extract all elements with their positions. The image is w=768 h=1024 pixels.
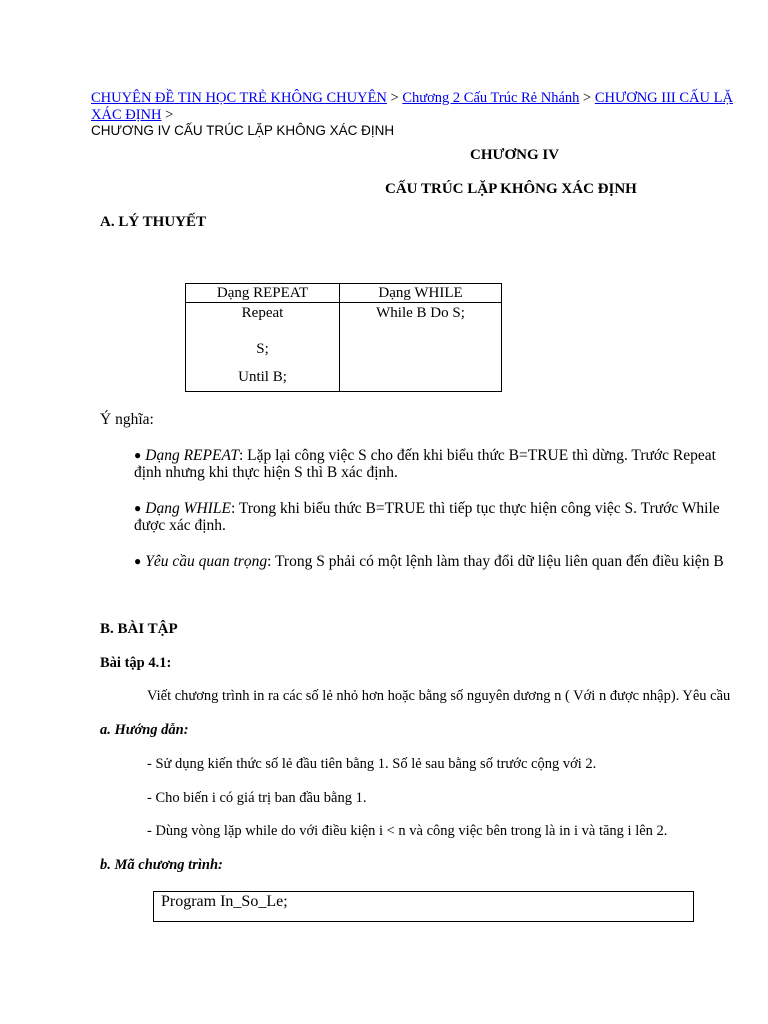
repeat-while-table — [185, 283, 502, 392]
guide-line: - Sử dụng kiến thức số lẻ đầu tiên bằng 1. Số lẻ sau bằng số trước cộng với 2. — [147, 756, 597, 772]
section-a-heading: A. LÝ THUYẾT — [100, 214, 206, 230]
bullet-text: : Lặp lại công việc S cho đến khi biểu thức B=TRUE thì dừng. Trước Repeat — [238, 447, 716, 464]
breadcrumb-link-chuong-2[interactable]: Chương 2 Cấu Trúc Rẻ Nhánh — [402, 90, 580, 106]
bullet-icon: ● — [134, 448, 142, 462]
bullet-text: : Trong S phải có một lệnh làm thay đổi dữ liệu liên quan đến điều kiện B — [267, 553, 724, 570]
meaning-label: Ý nghĩa: — [100, 411, 154, 428]
exercise-text: Viết chương trình in ra các số lẻ nhỏ hơn hoặc bằng số nguyên dương n ( Với n được nhập). Yêu cầu — [147, 688, 731, 704]
breadcrumb-line-2 — [91, 107, 173, 123]
bullet-requirement — [134, 552, 724, 571]
bullet-term: Yêu cầu quan trọng — [145, 553, 268, 570]
exercise-title: Bài tập 4.1: — [100, 655, 172, 671]
while-line: While B Do S; — [376, 305, 465, 321]
bullet-term: Dạng REPEAT — [145, 447, 239, 464]
guide-line: - Dùng vòng lặp while do với điều kiện i < n và công việc bên trong là in i và tăng i lên 2. — [147, 823, 668, 839]
table-cell-repeat — [186, 303, 340, 392]
bullet-while — [134, 499, 720, 518]
breadcrumb-link-chuong-3[interactable]: CHƯƠNG III CẤU LẶ — [594, 90, 733, 106]
breadcrumb-link-chuong-3-cont[interactable]: XÁC ĐỊNH — [91, 107, 162, 123]
breadcrumb-separator: > — [161, 107, 174, 123]
breadcrumb-separator: > — [579, 90, 595, 106]
bullet-icon: ● — [134, 501, 142, 515]
chapter-title: CẤU TRÚC LẶP KHÔNG XÁC ĐỊNH — [385, 181, 637, 197]
bullet-icon: ● — [134, 554, 142, 568]
breadcrumb-separator: > — [386, 90, 403, 106]
repeat-line: Until B; — [238, 369, 287, 385]
guide-title: a. Hướng dẫn: — [100, 722, 189, 738]
breadcrumb — [91, 90, 733, 106]
repeat-line: Repeat — [241, 305, 284, 321]
table-cell-while — [340, 303, 502, 392]
guide-line: - Cho biến i có giá trị ban đầu bằng 1. — [147, 790, 367, 806]
table-header-while: Dạng WHILE — [340, 284, 502, 303]
table-header-repeat: Dạng REPEAT — [186, 284, 340, 303]
bullet-text: : Trong khi biểu thức B=TRUE thì tiếp tục thực hiện công việc S. Trước While — [230, 500, 720, 517]
bullet-term: Dạng WHILE — [145, 500, 231, 517]
bullet-while-cont: được xác định. — [134, 517, 226, 534]
bullet-repeat-cont: định nhưng khi thực hiện S thì B xác định. — [134, 464, 398, 481]
repeat-line: S; — [256, 341, 269, 357]
breadcrumb-current: CHƯƠNG IV CẤU TRÚC LẶP KHÔNG XÁC ĐỊNH — [91, 123, 395, 138]
breadcrumb-link-chuyen-de[interactable]: CHUYÊN ĐỀ TIN HỌC TRẺ KHÔNG CHUYÊN — [91, 90, 387, 106]
bullet-repeat — [134, 446, 716, 465]
code-title: b. Mã chương trình: — [100, 857, 223, 873]
chapter-heading: CHƯƠNG IV — [470, 147, 560, 163]
code-box — [153, 891, 694, 922]
section-b-heading: B. BÀI TẬP — [100, 621, 178, 637]
code-line: Program In_So_Le; — [161, 893, 288, 910]
